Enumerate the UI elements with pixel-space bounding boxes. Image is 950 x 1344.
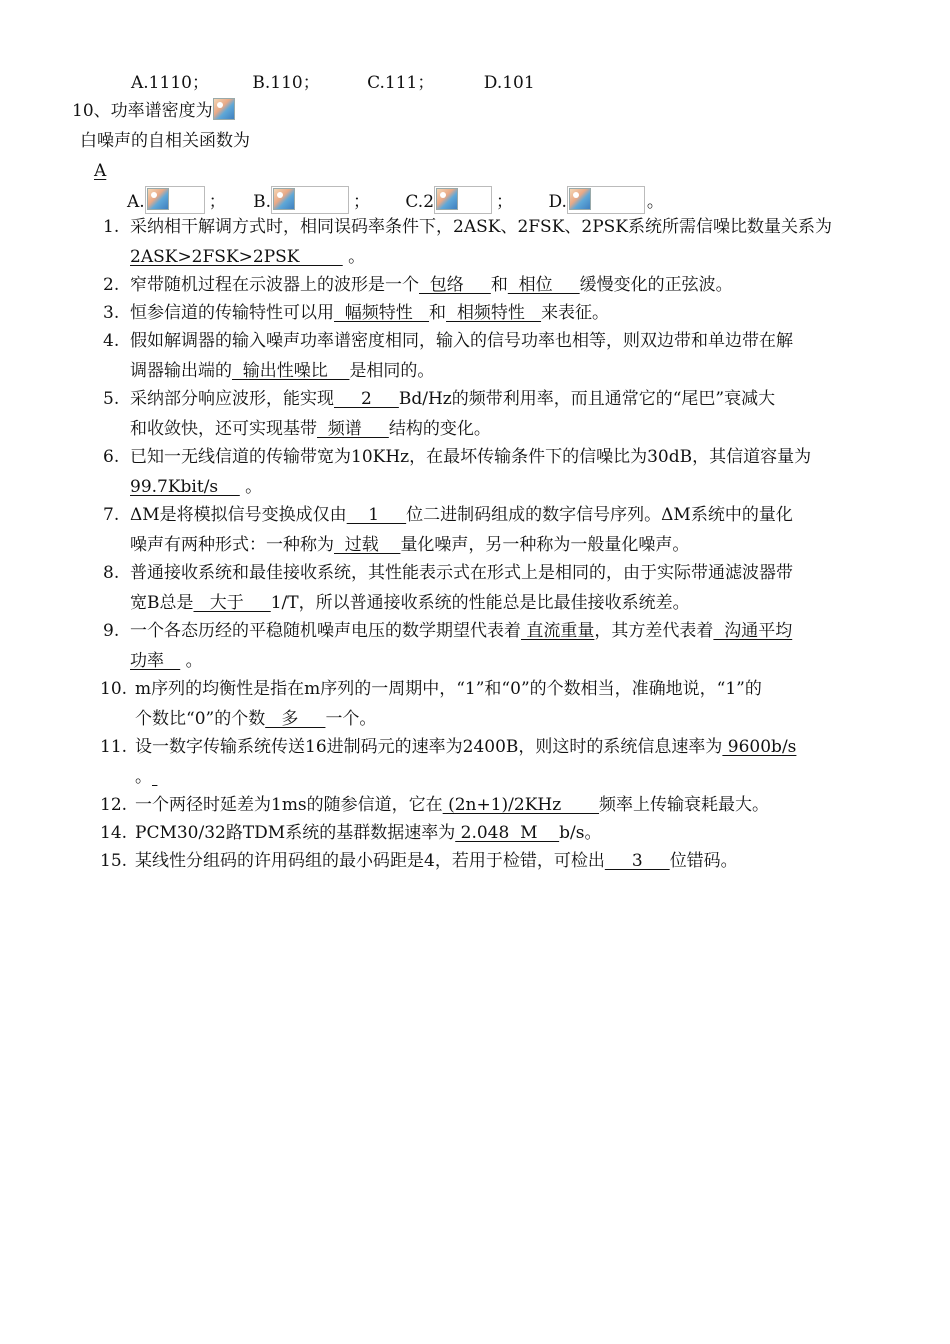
item-line [103,216,832,238]
q10-option-d-label: D. [548,192,567,212]
item-number: 3. [103,303,120,323]
item-number: 9. [103,621,120,641]
item-text: 位错码。 [669,851,738,871]
item-text: ΔM是将模拟信号变换成仅由 [130,505,347,525]
q10-options [127,186,664,214]
q10-answer [72,160,202,182]
q10-option-c-label: C.2 [405,192,435,212]
item-line [103,562,793,584]
answer-blank: 功率 [130,651,181,671]
item-line [135,708,376,730]
q10-end: 。 [646,192,664,212]
answer-blank: 频谱 [317,419,389,439]
item-line [103,302,610,324]
item-text: 和 [490,275,508,295]
answer-blank: 输出性噪比 [232,361,350,381]
item-line [130,476,262,498]
answer-blank: 2.048 M [455,823,560,843]
item-text: 和 [429,303,447,323]
item-text: 窄带随机过程在示波器上的波形是一个 [130,275,419,295]
answer-blank: 沟通平均 [713,621,793,641]
item-line [103,330,793,352]
q9-option-d: D.101 [483,73,535,93]
item-text: 采纳部分响应波形，能实现 [130,389,334,409]
item-number: 7. [103,505,120,525]
q9-options [131,72,535,94]
q10-stem-2: 白噪声的自相关函数为 [80,131,250,151]
item-number: 14. [100,823,128,843]
item-text: 假如解调器的输入噪声功率谱密度相同，输入的信号功率也相等，则双边带和单边带在解 [130,331,793,351]
answer-blank: 9600b/s [722,737,797,757]
answer-blank: 幅频特性 [334,303,430,323]
q10-option-b-label: B. [253,192,271,212]
q10-option-a-label: A. [127,192,145,212]
item-text: 来表征。 [541,303,610,323]
item-line [130,650,203,672]
item-text: b/s。 [559,823,602,843]
item-text: 恒参信道的传输特性可以用 [130,303,334,323]
item-text: 1/T，所以普通接收系统的性能总是比最佳接收系统差。 [270,593,690,613]
broken-image-icon [147,188,169,210]
item-text: 普通接收系统和最佳接收系统，其性能表示式在形式上是相同的，由于实际带通滤波器带 [130,563,793,583]
item-text: 采纳相干解调方式时，相同误码率条件下，2ASK、2FSK、2PSK系统所需信噪比数量关系为 [130,217,832,237]
q10-option-b-image [271,186,349,214]
item-number: 2. [103,275,120,295]
item-number: 5. [103,389,120,409]
q10-option-a-image [145,186,205,214]
answer-blank [152,767,157,787]
item-text: 结构的变化。 [388,419,491,439]
item-line [130,246,365,268]
answer-blank: 相位 [507,275,580,295]
item-line [100,678,762,700]
item-text: 位二进制码组成的数字信号序列。ΔM系统中的量化 [406,505,793,525]
broken-image-icon [436,188,458,210]
q10-option-d-image [567,186,645,214]
q10-line1 [72,98,235,122]
item-text: 一个两径时延差为1ms的随参信道，它在 [135,795,443,815]
item-line [100,736,797,758]
item-line [103,620,793,642]
item-line [103,446,812,468]
answer-blank: 相频特性 [446,303,542,323]
item-line [103,504,793,526]
item-text: 。 [180,651,203,671]
item-text: 一个各态历经的平稳随机噪声电压的数学期望代表着 [130,621,521,641]
item-text: 频率上传输衰耗最大。 [599,795,770,815]
broken-image-icon [273,188,295,210]
item-line [103,388,776,410]
item-text: 调器输出端的 [130,361,232,381]
item-line [100,850,738,872]
item-text: m序列的均衡性是指在m序列的一周期中，“1”和“0”的个数相当，准确地说，“1”的 [135,679,762,699]
q9-option-a: A.1110； [131,73,209,93]
item-line [130,418,491,440]
answer-blank: 3 [604,851,670,871]
broken-image-icon [213,98,235,120]
item-number: 1. [103,217,120,237]
item-line [130,534,689,556]
q9-option-b: B.110； [252,73,320,93]
answer-blank: 99.7Kbit/s [130,477,240,497]
item-line [100,794,770,816]
broken-image-icon [569,188,591,210]
item-text: 是相同的。 [349,361,435,381]
answer-blank: 1 [346,505,407,525]
item-line [135,766,157,788]
item-text: ，其方差代表着 [594,621,714,641]
item-number: 12. [100,795,128,815]
answer-blank: 大于 [193,593,271,613]
q10-answer-line [72,160,202,182]
item-text: 设一数字传输系统传送16进制码元的速率为2400B，则这时的系统信息速率为 [135,737,723,757]
item-line [130,592,690,614]
item-text: 缓慢变化的正弦波。 [579,275,733,295]
item-text: 一个。 [325,709,377,729]
item-text: 。 [239,477,263,497]
item-number: 10. [100,679,128,699]
item-text: 。 [135,767,152,787]
item-line [100,822,602,844]
item-number: 11. [100,737,128,757]
answer-blank: 2ASK>2FSK>2PSK [130,247,343,267]
q10-stem: 10、功率谱密度为 [72,101,213,121]
item-line [103,274,733,296]
item-number: 6. [103,447,120,467]
answer-blank: 直流重量 [521,621,595,641]
q10-answer-text: A [94,161,107,181]
q9-option-c: C.111； [367,73,435,93]
item-text: 量化噪声，另一种称为一般量化噪声。 [400,535,690,555]
item-text: 某线性分组码的许用码组的最小码距是4，若用于检错，可检出 [135,851,605,871]
item-line [130,360,434,382]
answer-blank: 过载 [334,535,401,555]
q10-option-c-image [434,186,492,214]
q10-sep: ； [208,192,226,212]
item-text: PCM30/32路TDM系统的基群数据速率为 [135,823,456,843]
item-number: 8. [103,563,120,583]
answer-blank: 2 [334,389,399,409]
answer-blank: 多 [265,709,326,729]
item-text: 已知一无线信道的传输带宽为10KHz，在最坏传输条件下的信噪比为30dB，其信道容量为 [130,447,812,467]
answer-blank: (2n+1)/2KHz [442,795,600,815]
answer-blank: 包络 [419,275,491,295]
item-text: 噪声有两种形式：一种称为 [130,535,334,555]
q10-line2 [80,130,250,152]
q10-sep: ； [496,192,514,212]
q10-sep: ； [353,192,370,212]
item-text: 个数比“0”的个数 [135,709,266,729]
item-text: Bd/Hz的频带利用率，而且通常它的“尾巴”衰减大 [398,389,776,409]
item-number: 4. [103,331,120,351]
item-text: 。 [342,247,366,267]
item-text: 宽B总是 [130,593,194,613]
item-number: 15. [100,851,128,871]
item-text: 和收敛快，还可实现基带 [130,419,317,439]
